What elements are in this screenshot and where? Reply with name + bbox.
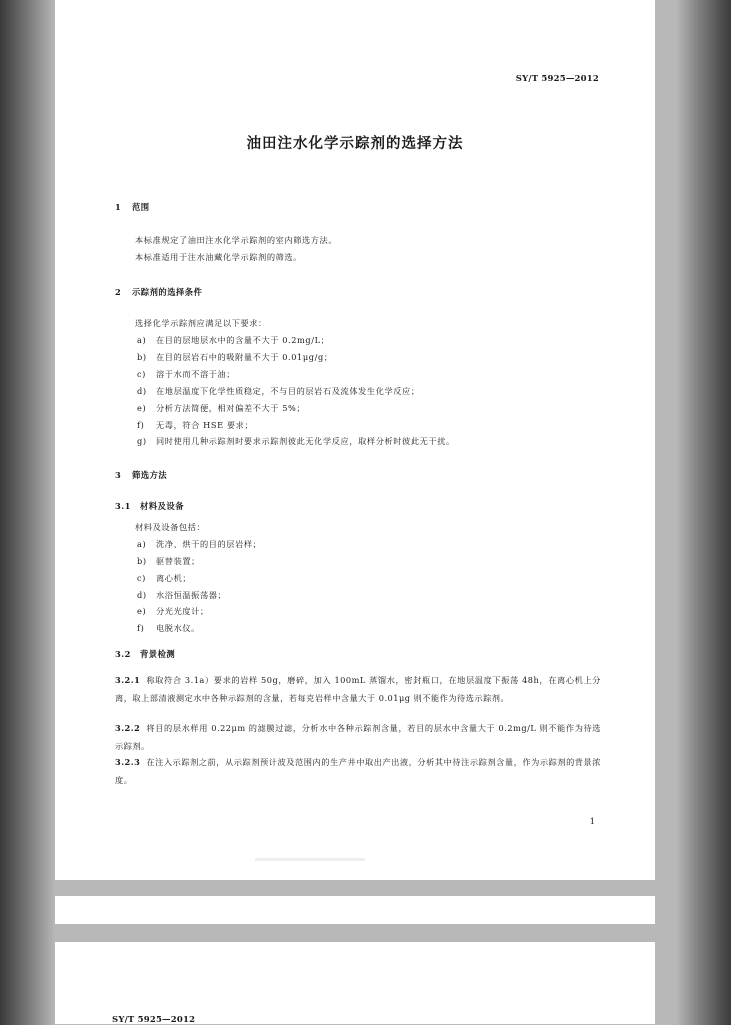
standard-number: SY/T 5925—2012 <box>515 74 599 84</box>
subsection-number: 3.1 <box>115 501 131 511</box>
page-separator-strip <box>55 896 655 924</box>
list-item: f) 电脱水仪。 <box>137 623 200 633</box>
list-item: d) 水浴恒温振荡器； <box>137 590 227 600</box>
section-3-heading <box>115 469 167 481</box>
list-item: a) 洗净、烘干的目的层岩样； <box>137 539 262 549</box>
list-item: c) 溶于水而不溶于油； <box>137 369 236 379</box>
subsection-number: 3.2 <box>115 649 131 659</box>
subsection-3-1-heading <box>115 500 184 512</box>
clause-3-2-2: 3.2.2 将目的层水样用 0.22μm 的滤膜过滤，分析水中各种示踪剂含量，若目的层水中含量大于 0.2mg/L 则不能作为待选示踪剂。 <box>115 723 601 751</box>
clause-3-2-1: 3.2.1 称取符合 3.1a）要求的岩样 50g，磨碎，加入 100mL 蒸馏水，密封瓶口，在地层温度下振荡 48h，在离心机上分离，取上部清液测定水中各种示踪剂的含量，若每克岩样中含量大于 0.01μg 则不能作为待选示踪剂。 <box>115 675 601 703</box>
document-page-1 <box>55 0 655 880</box>
scan-artifact <box>255 858 365 861</box>
list-item: c) 离心机； <box>137 573 192 583</box>
section-number: 1 <box>115 202 122 212</box>
list-item: b) 驱替装置； <box>137 556 200 566</box>
list-item: e) 分光光度计； <box>137 606 209 616</box>
standard-number: SY/T 5925—2012 <box>112 1015 196 1025</box>
body-text: 本标准适用于注水油藏化学示踪剂的筛选。 <box>135 252 302 262</box>
list-item: f) 无毒，符合 HSE 要求； <box>137 420 254 430</box>
clause-3-2-3: 3.2.3 在注入示踪剂之前，从示踪剂预计波及范围内的生产井中取出产出液，分析其中待注示踪剂含量，作为示踪剂的背景浓度。 <box>115 757 601 785</box>
section-title: 范围 <box>132 202 150 212</box>
section-number: 2 <box>115 287 122 297</box>
list-item: d) 在地层温度下化学性质稳定，不与目的层岩石及流体发生化学反应； <box>137 386 420 396</box>
body-text: 选择化学示踪剂应满足以下要求： <box>135 318 267 328</box>
subsection-3-2-heading <box>115 648 175 660</box>
list-item: e) 分析方法简便，相对偏差不大于 5%； <box>137 403 306 413</box>
section-2-heading <box>115 286 202 298</box>
document-title: 油田注水化学示踪剂的选择方法 <box>246 136 464 152</box>
section-title: 筛选方法 <box>132 470 168 480</box>
page-number: 1 <box>589 817 595 827</box>
subsection-title: 材料及设备 <box>140 501 184 511</box>
list-item: b) 在目的层岩石中的吸附量不大于 0.01μg/g； <box>137 352 333 362</box>
document-page-2 <box>55 942 655 1024</box>
list-item: g) 同时使用几种示踪剂时要求示踪剂彼此无化学反应，取样分析时彼此无干扰。 <box>137 436 455 446</box>
subsection-title: 背景检测 <box>140 649 176 659</box>
section-title: 示踪剂的选择条件 <box>132 287 203 297</box>
list-item: a) 在目的层地层水中的含量不大于 0.2mg/L； <box>137 335 330 345</box>
section-1-heading <box>115 201 150 213</box>
section-number: 3 <box>115 470 122 480</box>
body-text: 本标准规定了油田注水化学示踪剂的室内筛选方法。 <box>135 235 338 245</box>
body-text: 材料及设备包括： <box>135 522 206 532</box>
